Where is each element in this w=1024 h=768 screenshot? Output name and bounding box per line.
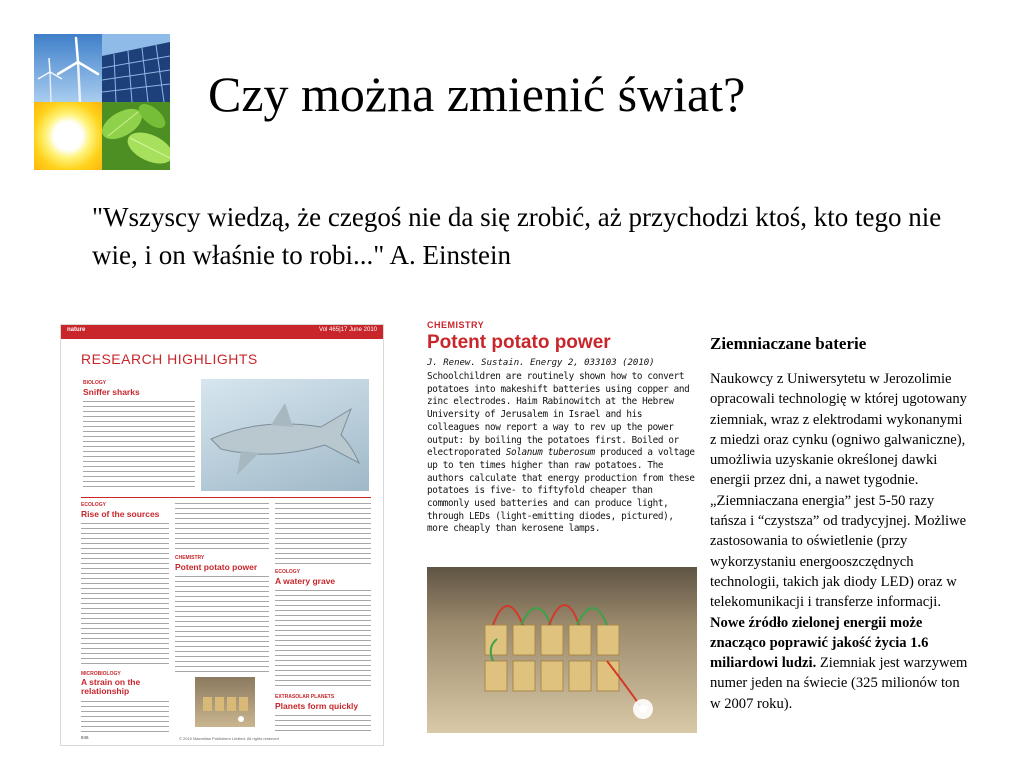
article-title: Sniffer sharks	[83, 387, 140, 397]
info-title: Ziemniaczane baterie	[710, 334, 867, 353]
article-section: EXTRASOLAR PLANETS	[275, 694, 335, 700]
article-section: ECOLOGY	[275, 569, 301, 575]
slide-title: Czy można zmienić świat?	[208, 66, 746, 122]
magazine-brand: nature	[67, 327, 86, 333]
article-section: CHEMISTRY	[175, 555, 205, 561]
wind-turbine-icon	[34, 34, 102, 102]
magazine-issue: Vol 465|17 June 2010	[319, 327, 377, 333]
excerpt-title: Potent potato power	[427, 332, 611, 353]
info-body-text: Naukowcy z Uniwersytetu w Jerozolimie opracowali technologię w której ugotowany ziemniak, wraz z elektrodami wykonanymi z miedzi oraz cynku (ogniwo galwaniczne), umożliwia uzyskanie określonej dawki energii przez dni, a nawet tygodnie. „Ziemniaczana energia” jest 5-50 razy tańsza i “czystsza” od tradycyjnej. Możliwe zastosowania to oświetlenie (przy wykorzystaniu energooszczędnych technologii, takich jak diody LED) oraz w telekomunikacji i transferze informacji.	[710, 371, 967, 611]
article-section: MICROBIOLOGY	[81, 671, 121, 677]
excerpt-section: CHEMISTRY	[427, 320, 485, 330]
info-body-tail: Ziemniak jest warzywem numer jeden na świecie (325 milionów ton w 2007 roku).	[710, 655, 968, 712]
article-title: Rise of the sources	[81, 509, 160, 519]
article-excerpt	[425, 320, 700, 736]
excerpt-body: Schoolchildren are routinely shown how to convert potatoes into makeshift batteries using copper and zinc electrodes. Haim Rabinowitch at the Hebrew University of Jerusalem in Israel and his colleagues now report a way to rev up the power output: by boiling the potatoes first. Boiled or electroporated Solanum tuberosum produced a voltage up to ten times higher than raw potatoes. The authors calculate that energy production from these potatoes is five- to fiftyfold cheaper than commonly used batteries and can produce light, through LEDs (light-emitting diodes, pictured), more cheaply than kerosene lamps.	[427, 371, 695, 535]
info-body	[710, 369, 972, 714]
solar-panel-icon	[102, 34, 170, 102]
article-title: Potent potato power	[175, 562, 258, 572]
leaf-icon	[102, 102, 170, 170]
article-section: ECOLOGY	[81, 502, 107, 508]
research-highlights-heading: RESEARCH HIGHLIGHTS	[81, 351, 258, 367]
potato-battery-thumbnail	[195, 677, 255, 727]
article-title: A watery grave	[275, 576, 336, 586]
shark-photo	[201, 379, 369, 491]
article-section: BIOLOGY	[83, 380, 107, 386]
energy-logo	[34, 34, 170, 170]
article-title: Planets form quickly	[275, 701, 359, 711]
potato-battery-photo	[427, 567, 697, 733]
info-body-highlight: Nowe źródło zielonej energii może znacząco poprawić jakość życia 1.6 miliardowi ludzi.	[710, 614, 929, 672]
sun-icon	[34, 102, 102, 170]
article-title: A strain on the relationship	[81, 677, 141, 696]
page-number: 846	[81, 735, 89, 740]
magazine-header-bar	[61, 325, 383, 339]
magazine-footer: © 2010 Macmillan Publishers Limited. All rights reserved	[179, 736, 279, 741]
excerpt-reference: J. Renew. Sustain. Energy 2, 033103 (2010)	[427, 358, 655, 368]
magazine-page	[60, 324, 384, 746]
einstein-quote: "Wszyscy wiedzą, że czegoś nie da się zrobić, aż przychodzi ktoś, kto tego nie wie, i on właśnie to robi..." A. Einstein	[92, 202, 942, 270]
